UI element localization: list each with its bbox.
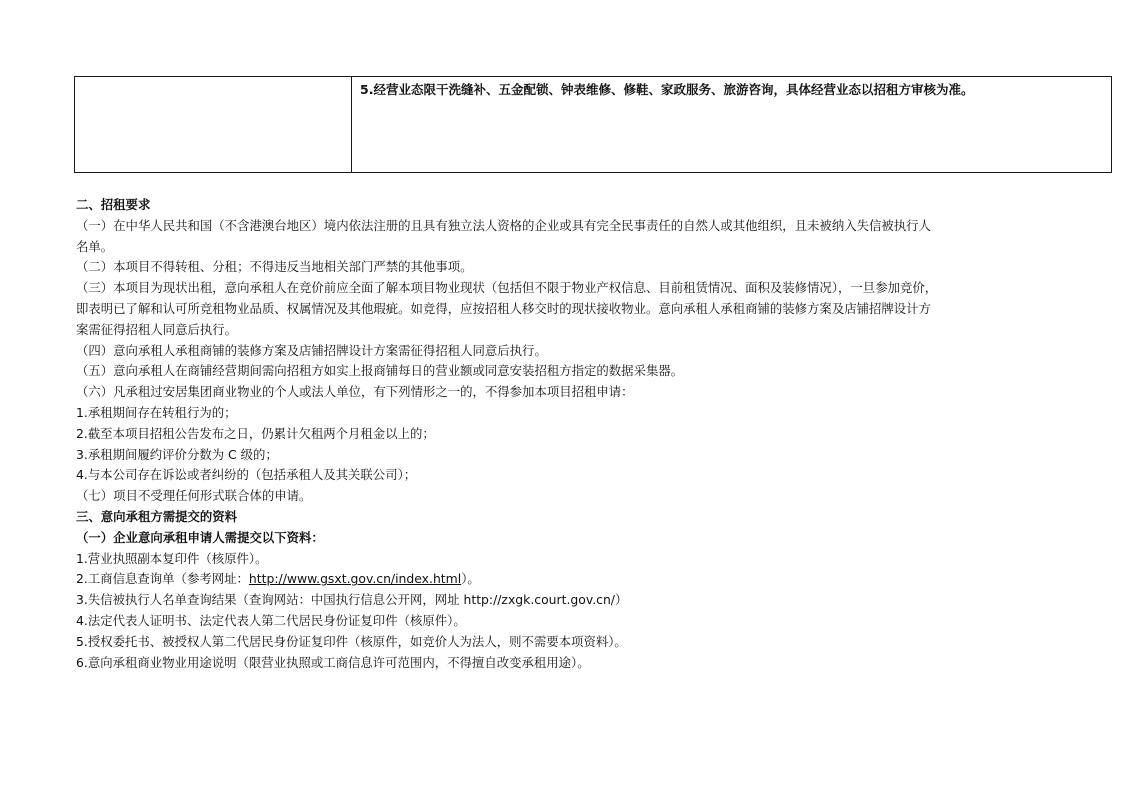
table-cell-business-format: 5.经营业态限干洗缝补、五金配锁、钟表维修、修鞋、家政服务、旅游咨询，具体经营业态以招租方审核为准。 [352,77,1112,173]
list-item: 6.意向承租商业物业用途说明（限营业执照或工商信息许可范围内，不得擅自改变承租用途）。 [76,654,590,670]
list-item: 3.承租期间履约评价分数为 C 级的； [76,446,278,462]
paragraph-6: （六）凡承租过安居集团商业物业的个人或法人单位，有下列情形之一的，不得参加本项目招租申请： [76,384,634,400]
paragraph-3-line-3: 案需征得招租人同意后执行。 [76,321,238,337]
document-body [76,195,1056,673]
paragraph-4: （四）意向承租人承租商铺的装修方案及店铺招牌设计方案需征得招租人同意后执行。 [76,342,547,358]
table-cell-empty [75,77,352,173]
sub-heading-enterprise: （一）企业意向承租申请人需提交以下资料： [76,529,324,545]
section-heading-documents: 三、意向承租方需提交的资料 [76,508,238,524]
list-item-with-link [76,569,1056,590]
list-item: 4.法定代表人证明书、法定代表人第二代居民身份证复印件（核原件）。 [76,612,466,628]
list-item: 3.失信被执行人名单查询结果（查询网站：中国执行信息公开网，网址 http://zxgk.court.gov.cn/） [76,592,628,608]
paragraph-1-line-1: （一）在中华人民共和国（不含港澳台地区）境内依法注册的且具有独立法人资格的企业或具有完全民事责任的自然人或其他组织，且未被纳入失信被执行人 [76,217,931,233]
section-heading-requirements: 二、招租要求 [76,197,151,212]
list-item: 4.与本公司存在诉讼或者纠纷的（包括承租人及其关联公司）； [76,467,417,483]
list-item: 1.承租期间存在转租行为的； [76,404,237,420]
table-row [75,77,1112,173]
list-item: 1.营业执照副本复印件（核原件）。 [76,550,268,566]
list-item-suffix: ）。 [461,571,480,587]
paragraph-3-line-2: 即表明已了解和认可所竞租物业品质、权属情况及其他瑕疵。如竞得，应按招租人移交时的现状接收物业。意向承租人承租商铺的装修方案及店铺招牌设计方 [76,300,931,316]
business-format-table [74,76,1112,173]
list-item: 2.截至本项目招租公告发布之日，仍累计欠租两个月租金以上的； [76,425,435,441]
gsxt-link[interactable]: http://www.gsxt.gov.cn/index.html [248,571,462,587]
paragraph-7: （七）项目不受理任何形式联合体的申请。 [76,488,312,504]
paragraph-2: （二）本项目不得转租、分租；不得违反当地相关部门严禁的其他事项。 [76,259,473,275]
paragraph-1-line-2: 名单。 [76,238,114,254]
paragraph-3-line-1: （三）本项目为现状出租，意向承租人在竞价前应全面了解本项目物业现状（包括但不限于物业产权信息、目前租赁情况、面积及装修情况），一旦参加竞价， [76,280,938,296]
list-item: 5.授权委托书、被授权人第二代居民身份证复印件（核原件，如竞价人为法人，则不需要本项资料）。 [76,633,627,649]
list-item-prefix: 2.工商信息查询单（参考网址： [76,571,249,587]
paragraph-5: （五）意向承租人在商铺经营期间需向招租方如实上报商铺每日的营业额或同意安装招租方指定的数据采集器。 [76,363,684,379]
